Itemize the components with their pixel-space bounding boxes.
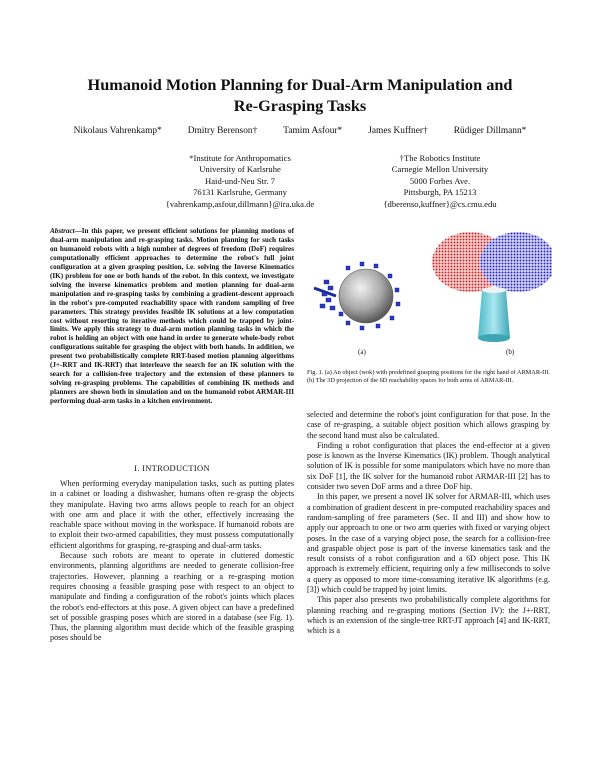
affiliation-line: †The Robotics Institute [399, 153, 481, 163]
author-name: Tamim Asfour* [283, 126, 343, 136]
affiliation-line: University of Karlsruhe [199, 164, 281, 175]
figure-1-caption: Fig. 1. (a) An object (wok) with predefined grasping positions for the right hand of ARMAR-III. (b) The 3D projection of the 6D reachability spaces for both arms of ARMAR-III. [307, 369, 550, 385]
figure-1 [306, 226, 552, 356]
figure-label-b: (b) [506, 348, 515, 356]
figure-label-a: (a) [358, 348, 366, 356]
author-name: Nikolaus Vahrenkamp* [73, 126, 162, 136]
title-line-2: Re-Grasping Tasks [233, 96, 367, 115]
abstract-text: —In this paper, we present efficient solutions for planning motions of dual-arm manipulation and re-grasping tasks. Motion planning for such tasks on humanoid robots with a high number of degrees of freedom (DoF) requires computationally efficient approaches to determine the robot's full joint configuration at a given grasping position, i.e. solving the Inverse Kinematics (IK) problem for one or both hands of the robot. In this context, we investigate solving the inverse kinematics problem and motion planning for dual-arm manipulation and re-grasping tasks by combining a gradient-descent approach in the robot's pre-computed reachability space with random sampling of free parameters. This strategy provides feasible IK solutions at a low computation cost without resorting to iterative methods which could be trapped by joint-limits. We apply this strategy to dual-arm motion planning tasks in which the robot is holding an object with one hand in order to generate whole-body robot configurations suitable for grasping the object with both hands. In addition, we present two probabilistically complete RRT-based motion planning algorithms (J+-RRT and IK-RRT) that interleave the search for an IK solution with the search for a collision-free trajectory and the extension of these planners to solving re-grasping problems. The capabilities of combining IK methods and planners are shown both in simulation and on the humanoid robot ARMAR-III performing dual-arm tasks in a kitchen environment. [50, 227, 294, 406]
paragraph: This paper also presents two probabilistically complete algorithms for planning reaching and re-grasping motions (Section IV): the J+-RRT, which is an extension of the single-tree RRT-JT approach [4] and IK-RRT, which is a [307, 595, 550, 636]
paragraph: When performing everyday manipulation tasks, such as putting plates in a cabinet or loading a dishwasher, humans often re-grasp the objects they manipulate. Having two arms allows people to reach for an object with one arm and place it with the other, effectively increasing the reachable space without moving in the workspace. If humanoid robots are to exploit their two-armed capabilities, they must possess computationally efficient algorithms for grasping, re-grasping and dual-arm tasks. [50, 479, 294, 550]
affiliation-karlsruhe [140, 153, 340, 210]
paragraph: Because such robots are meant to operate in cluttered domestic environments, planning algorithms are needed to generate collision-free trajectories. However, planning a reaching or a re-grasping motion requires choosing a feasible grasping pose with respect to an object to manipulate and finding a configuration of the robot's joints which places the robot's end-effectors at this pose. A given object can have a predefined set of possible grasping poses which are stored in a database (see Fig. 1). Thus, the planning algorithm must decide which of the feasible grasping poses should be [50, 551, 294, 643]
affiliation-line: Haid-und-Neu Str. 7 [205, 175, 275, 186]
author-name: James Kuffner† [368, 126, 428, 136]
paper-title [40, 74, 560, 116]
author-list [40, 126, 560, 136]
abstract [50, 227, 294, 406]
affiliation-line: *Institute for Anthropomatics [189, 153, 291, 163]
paragraph: selected and determine the robot's joint configuration for that pose. In the case of re-grasping, a suitable object position which allows grasping by the second hand must also be calculated. [307, 410, 550, 440]
affiliation-line: Pittsburgh, PA 15213 [403, 187, 477, 198]
wok-illustration [314, 262, 400, 330]
title-line-1: Humanoid Motion Planning for Dual-Arm Manipulation and [87, 75, 513, 94]
paragraph: Finding a robot configuration that places the end-effector at a given pose is known as the Inverse Kinematics (IK) problem. Though analytical solution of IK is possible for some manipulators which have no more than six DoF [1], the IK solver for the humanoid robot ARMAR-III [2] has to consider two seven DoF arms and a three DoF hip. [307, 440, 550, 492]
author-name: Rüdiger Dillmann* [453, 126, 527, 136]
affiliation-email: {dberenso,kuffner}@cs.cmu.edu [383, 198, 497, 209]
affiliation-line: 76131 Karlsruhe, Germany [193, 187, 287, 198]
affiliation-line: 5000 Forbes Ave. [409, 175, 471, 186]
figure-1-graphics [306, 226, 552, 356]
abstract-label: Abstract [50, 227, 75, 235]
reachability-illustration [432, 232, 552, 342]
paragraph: In this paper, we present a novel IK solver for ARMAR-III, which uses a combination of gradient descent in pre-computed reachability spaces and random-sampling of free parameters (Sec. II and III) and show how to apply our approach to one or two arm queries with fixed or varying object poses. In the case of a varying object pose, the search for a collision-free and graspable object pose is part of the inverse kinematics task and the result consists of a robot configuration and a 6D object pose. This IK approach is extremely efficient, requiring only a few milliseconds to solve a query as opposed to more time-consuming iterative IK algorithms (e.g. [3]) which could be trapped by joint limits. [307, 492, 550, 595]
affiliation-line: Carnegie Mellon University [391, 164, 489, 175]
affiliation-cmu [340, 153, 540, 210]
affiliation-email: {vahrenkamp,asfour,dillmann}@ira.uka.de [165, 198, 315, 209]
introduction-right-column [307, 410, 550, 637]
author-name: Dmitry Berenson† [187, 126, 258, 136]
introduction-left-column [50, 479, 294, 644]
section-heading-introduction: I. INTRODUCTION [134, 463, 210, 473]
